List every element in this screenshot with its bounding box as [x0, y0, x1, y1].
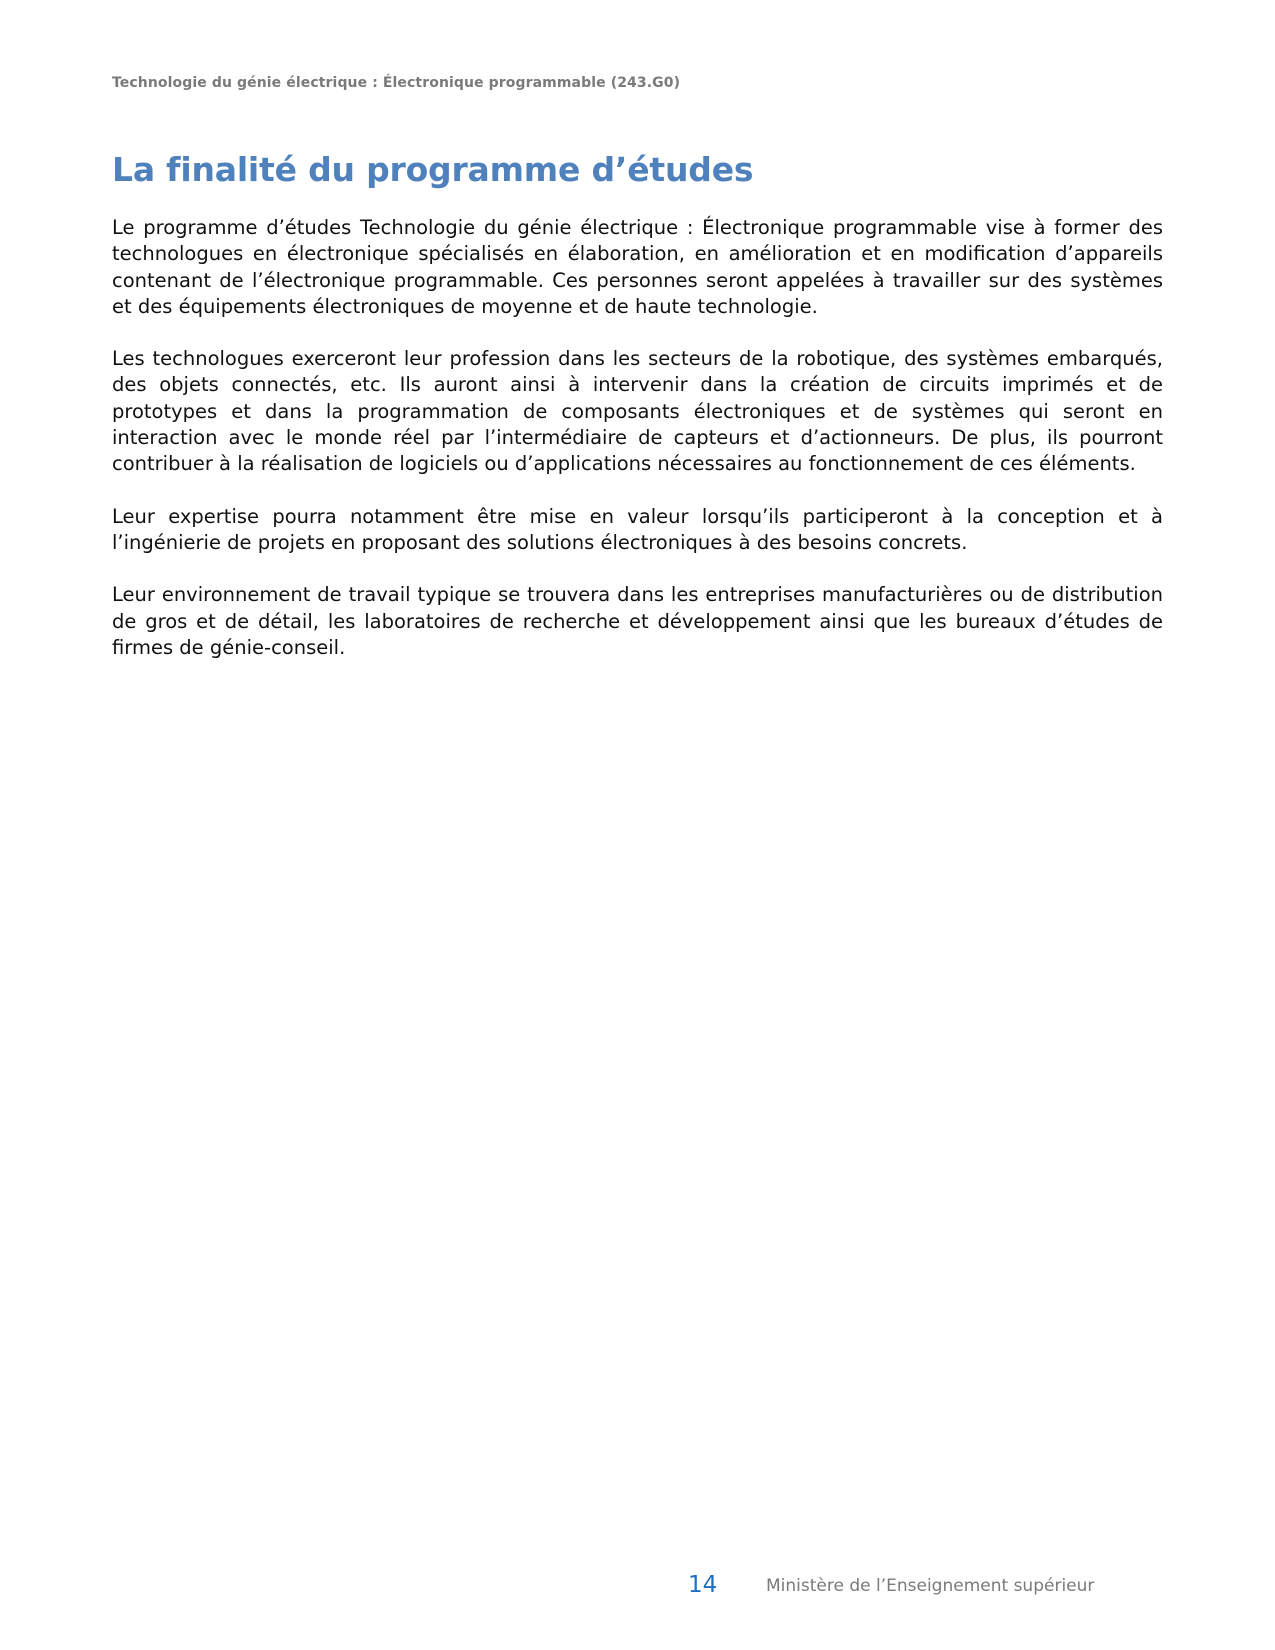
body-text [112, 215, 1163, 687]
page-number: 14 [688, 1572, 718, 1598]
paragraph-2: Les technologues exerceront leur profession dans les secteurs de la robotique, des systèmes embarqués, des objets connectés, etc. Ils auront ainsi à intervenir dans la création de circuits imprimés et de prototypes et dans la programmation de composants électroniques et de systèmes qui seront en interaction avec le monde réel par l’intermédiaire de capteurs et d’actionneurs. De plus, ils pourront contribuer à la réalisation de logiciels ou d’applications nécessaires au fonctionnement de ces éléments. [112, 347, 1163, 476]
footer-publisher: Ministère de l’Enseignement supérieur [766, 1576, 1095, 1596]
paragraph-1: Le programme d’études Technologie du génie électrique : Électronique programmable vise à former des technologues en électronique spécialisés en élaboration, en amélioration et en modification d’appareils contenant de l’électronique programmable. Ces personnes seront appelées à travailler sur des systèmes et des équipements électroniques de moyenne et de haute technologie. [112, 216, 1163, 318]
page-footer [0, 1572, 1275, 1602]
paragraph-4: Leur environnement de travail typique se trouvera dans les entreprises manufacturières ou de distribution de gros et de détail, les laboratoires de recherche et développement ainsi que les bureaux d’études de firmes de génie-conseil. [112, 583, 1163, 659]
running-header: Technologie du génie électrique : Électronique programmable (243.G0) [112, 75, 681, 91]
page-title: La finalité du programme d’études [112, 150, 754, 189]
paragraph-3: Leur expertise pourra notamment être mise en valeur lorsqu’ils participeront à la conception et à l’ingénierie de projets en proposant des solutions électroniques à des besoins concrets. [112, 504, 1163, 554]
